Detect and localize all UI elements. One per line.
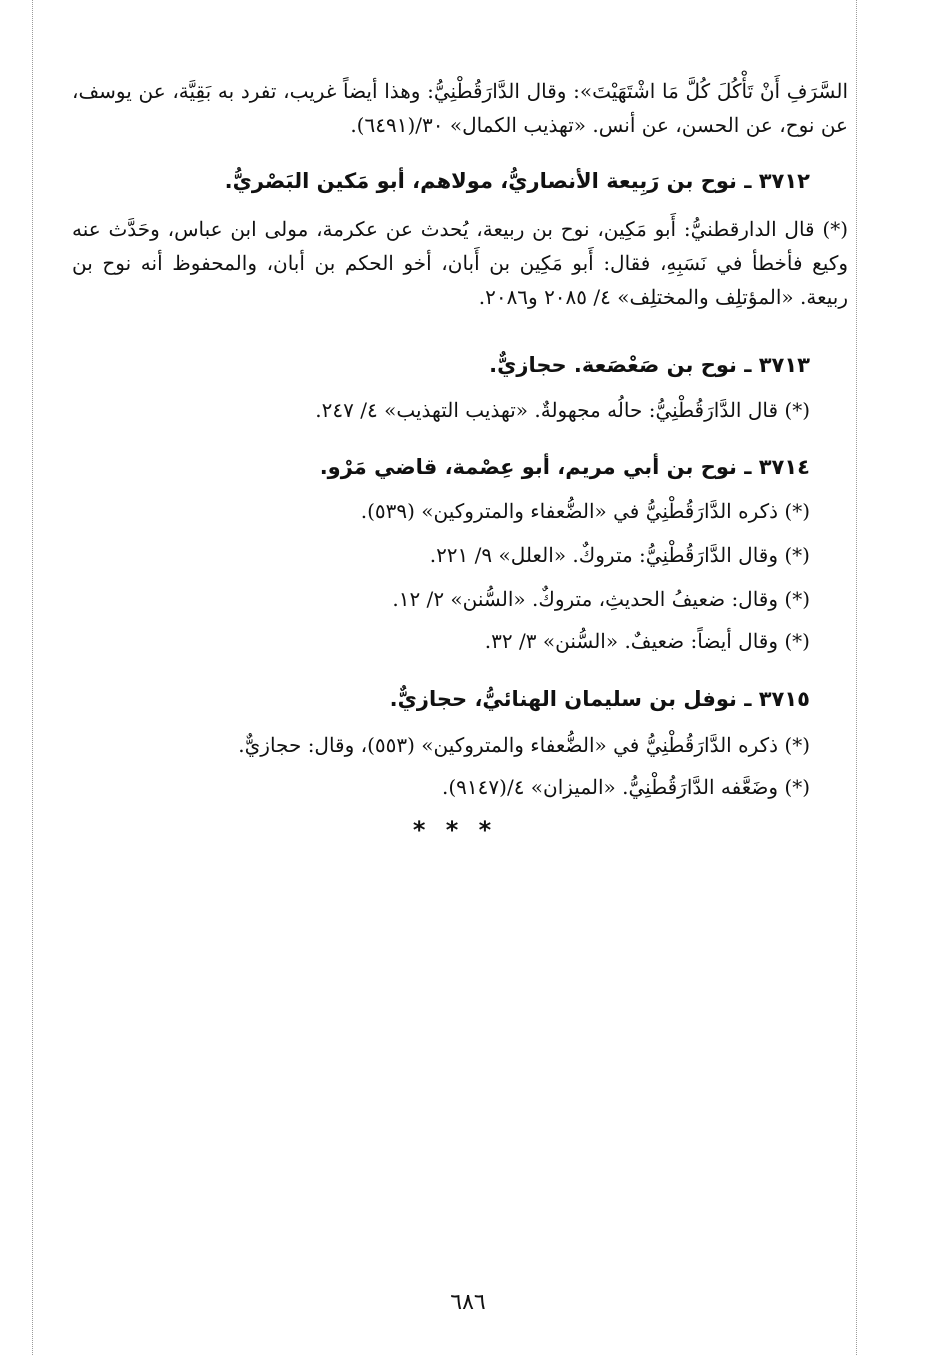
section-separator: * * * <box>412 816 498 844</box>
entry-item: (*) وقال أيضاً: ضعيفٌ. «السُّنن» ٣/ ٣٢. <box>484 629 810 653</box>
right-margin-rule <box>856 0 857 1355</box>
entry-heading-3715: ٣٧١٥ ـ نوفل بن سليمان الهنائيُّ، حجازيٌّ. <box>389 687 810 711</box>
entry-item: (*) قال الدَّارَقُطْنِيُّ: حالُه مجهولةٌ. «تهذيب التهذيب» ٤/ ٢٤٧. <box>315 398 810 422</box>
entry-heading-3712: ٣٧١٢ ـ نوح بن رَبِيعة الأنصاريُّ، مولاهم، أبو مَكين البَصْريُّ. <box>224 169 810 193</box>
entry-paragraph-3712: (*) قال الدارقطنيُّ: أَبو مَكِين، نوح بن ربيعة، يُحدث عن عكرمة، مولى ابن عباس، وحَدَّث عنه وكيع فأخطأ في نَسَبِهِ، فقال: أَبو مَكِين بن أَبان، أخو الحكم بن أبان، والمحفوظ أنه نوح بن ربيعة. «المؤتلِف والمختلِف» ٤/ ٢٠٨٥ و٢٠٨٦. <box>72 217 849 309</box>
intro-paragraph: السَّرَفِ أَنْ تَأْكُلَ كُلَّ مَا اشْتَهَيْتَ»: وقال الدَّارَقُطْنِيُّ: وهذا أيضاً غريب، تفرد به بَقِيَّة، عن يوسف، عن نوح، عن الحسن، عن أنس. «تهذيب الكمال» ٣٠/(٦٤٩١). <box>72 79 848 137</box>
page-number: ٦٨٦ <box>450 1290 486 1315</box>
entry-item: (*) وقال الدَّارَقُطْنِيُّ: متروكٌ. «العلل» ٩/ ٢٢١. <box>429 543 810 567</box>
entry-item: (*) وضَعَّفه الدَّارَقُطْنِيُّ. «الميزان» ٤/(٩١٤٧). <box>442 775 810 799</box>
left-margin-rule <box>32 0 33 1355</box>
entry-heading-3713: ٣٧١٣ ـ نوح بن صَعْصَعة. حجازيٌّ. <box>489 353 810 377</box>
entry-item: (*) وقال: ضعيفُ الحديثِ، متروكٌ. «السُّنن» ٢/ ١٢. <box>392 587 810 611</box>
entry-heading-3714: ٣٧١٤ ـ نوح بن أبي مريم، أبو عِصْمة، قاضي مَرْو. <box>319 455 810 479</box>
entry-item: (*) ذكره الدَّارَقُطْنِيُّ في «الضُّعفاء والمتروكين» (٥٥٣)، وقال: حجازيٌّ. <box>238 733 810 757</box>
entry-item: (*) ذكره الدَّارَقُطْنِيُّ في «الضُّعفاء والمتروكين» (٥٣٩). <box>360 499 810 523</box>
